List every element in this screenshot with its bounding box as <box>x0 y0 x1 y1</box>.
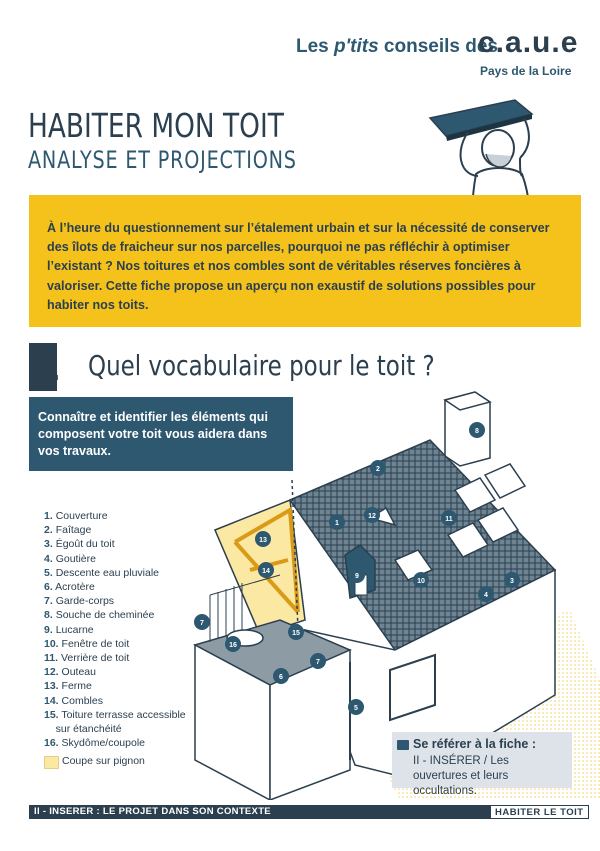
legend-item-label: sur étanchéité <box>55 723 122 736</box>
svg-text:8: 8 <box>475 428 479 435</box>
legend-item-number: 11. <box>44 652 59 665</box>
svg-text:3: 3 <box>510 578 514 585</box>
svg-text:2: 2 <box>376 466 380 473</box>
coupe-label: Coupe sur pignon <box>62 755 145 767</box>
legend-item-label: Goutière <box>55 552 96 565</box>
legend-item-label: Égoût du toit <box>55 538 115 551</box>
reference-title: Se référer à la fiche : <box>413 737 536 751</box>
svg-text:6: 6 <box>279 674 283 681</box>
legend-item-number: 6. <box>44 581 53 594</box>
legend-item <box>44 537 186 551</box>
legend-item-number: 3. <box>44 538 53 551</box>
page-subtitle: ANALYSE ET PROJECTIONS <box>28 146 297 174</box>
legend-item-label: Descente eau pluviale <box>55 566 160 579</box>
legend-item <box>44 694 186 708</box>
svg-text:15: 15 <box>292 630 300 637</box>
legend-item <box>44 665 186 679</box>
legend-item <box>44 637 186 651</box>
legend-item-label: Couverture <box>55 510 108 522</box>
roof-vocabulary-legend <box>44 509 186 750</box>
svg-text:7: 7 <box>200 620 204 627</box>
legend-item <box>44 509 186 523</box>
footer-section-label: II - INSERER : LE PROJET DANS SON CONTEXTE <box>34 806 271 817</box>
caue-logo: c.a.u.e <box>478 26 579 59</box>
legend-item-label: Garde-corps <box>55 595 115 608</box>
legend-item <box>44 566 186 580</box>
legend-item-label: Acrotère <box>55 581 95 594</box>
legend-item-number: 13. <box>44 680 59 693</box>
legend-item-label: Verrière de toit <box>60 652 130 665</box>
legend-item-label: Ferme <box>61 680 92 693</box>
svg-text:9: 9 <box>355 573 359 580</box>
legend-item-number: 2. <box>44 524 53 537</box>
svg-text:13: 13 <box>259 537 267 544</box>
svg-text:16: 16 <box>229 642 237 649</box>
legend-item-label: Fenêtre de toit <box>61 637 130 650</box>
legend-item <box>44 722 186 736</box>
caue-logo-subtitle: Pays de la Loire <box>480 64 572 78</box>
legend-item <box>44 708 186 722</box>
svg-text:5: 5 <box>354 705 358 712</box>
svg-text:4: 4 <box>484 592 488 599</box>
legend-item-number: 16. <box>44 737 59 750</box>
legend-item-number: 4. <box>44 552 53 565</box>
svg-text:10: 10 <box>417 578 425 585</box>
book-icon <box>397 740 409 750</box>
legend-item-number: 1. <box>44 510 53 522</box>
legend-item-label: Combles <box>61 694 103 707</box>
legend-item <box>44 580 186 594</box>
legend-item-label: Skydôme/coupole <box>61 737 145 750</box>
intro-text: À l’heure du questionnement sur l’étalement urbain et sur la nécessité de conserver des îlots de fraicheur sur nos parcelles, pourquoi ne pas réfléchir à optimiser l’existant ? Nos toitures et nos combles sont de véritables réserves foncières à valoriser. Cette fiche propose un aperçu non exaustif de solutions possibles pour habiter nos toits. <box>47 221 550 312</box>
legend-item-number: 12. <box>44 666 59 679</box>
legend-item <box>44 679 186 693</box>
svg-text:7: 7 <box>316 659 320 666</box>
svg-text:1: 1 <box>335 520 339 527</box>
legend-item-number: 10. <box>44 637 59 650</box>
legend-item-label: Outeau <box>61 666 96 679</box>
legend-item-label: Lucarne <box>55 623 94 636</box>
legend-item <box>44 623 186 637</box>
callout-text: Connaître et identifier les éléments qui composent votre toit vous aidera dans vos travaux. <box>38 410 268 458</box>
legend-item <box>44 552 186 566</box>
legend-item-label: Souche de cheminée <box>55 609 155 622</box>
legend-item-number: 9. <box>44 623 53 636</box>
svg-text:14: 14 <box>262 568 270 575</box>
brand-name: Les p'tits conseils des <box>296 36 498 57</box>
legend-item-number: 14. <box>44 694 59 707</box>
page-title: HABITER MON TOIT <box>28 106 284 145</box>
legend-item <box>44 608 186 622</box>
legend-item-number: 5. <box>44 566 53 579</box>
legend-item-number: 8. <box>44 609 53 622</box>
legend-item <box>44 523 186 537</box>
legend-item-label: Toiture terrasse accessible <box>61 708 186 721</box>
svg-text:12: 12 <box>368 513 376 520</box>
section-title: Quel vocabulaire pour le toit ? <box>88 349 435 382</box>
footer-topic-label: HABITER LE TOIT <box>490 805 589 819</box>
legend-item-number: 15. <box>44 708 59 721</box>
legend-item <box>44 651 186 665</box>
reference-text: II - INSÉRER / Les ouvertures et leurs occultations. <box>413 755 509 797</box>
svg-text:11: 11 <box>445 516 453 523</box>
legend-item <box>44 736 186 750</box>
section-number: 1 <box>34 345 61 389</box>
legend-item <box>44 594 186 608</box>
coupe-swatch <box>44 756 59 769</box>
legend-item-number: 7. <box>44 595 53 608</box>
legend-item-label: Faîtage <box>55 524 92 537</box>
